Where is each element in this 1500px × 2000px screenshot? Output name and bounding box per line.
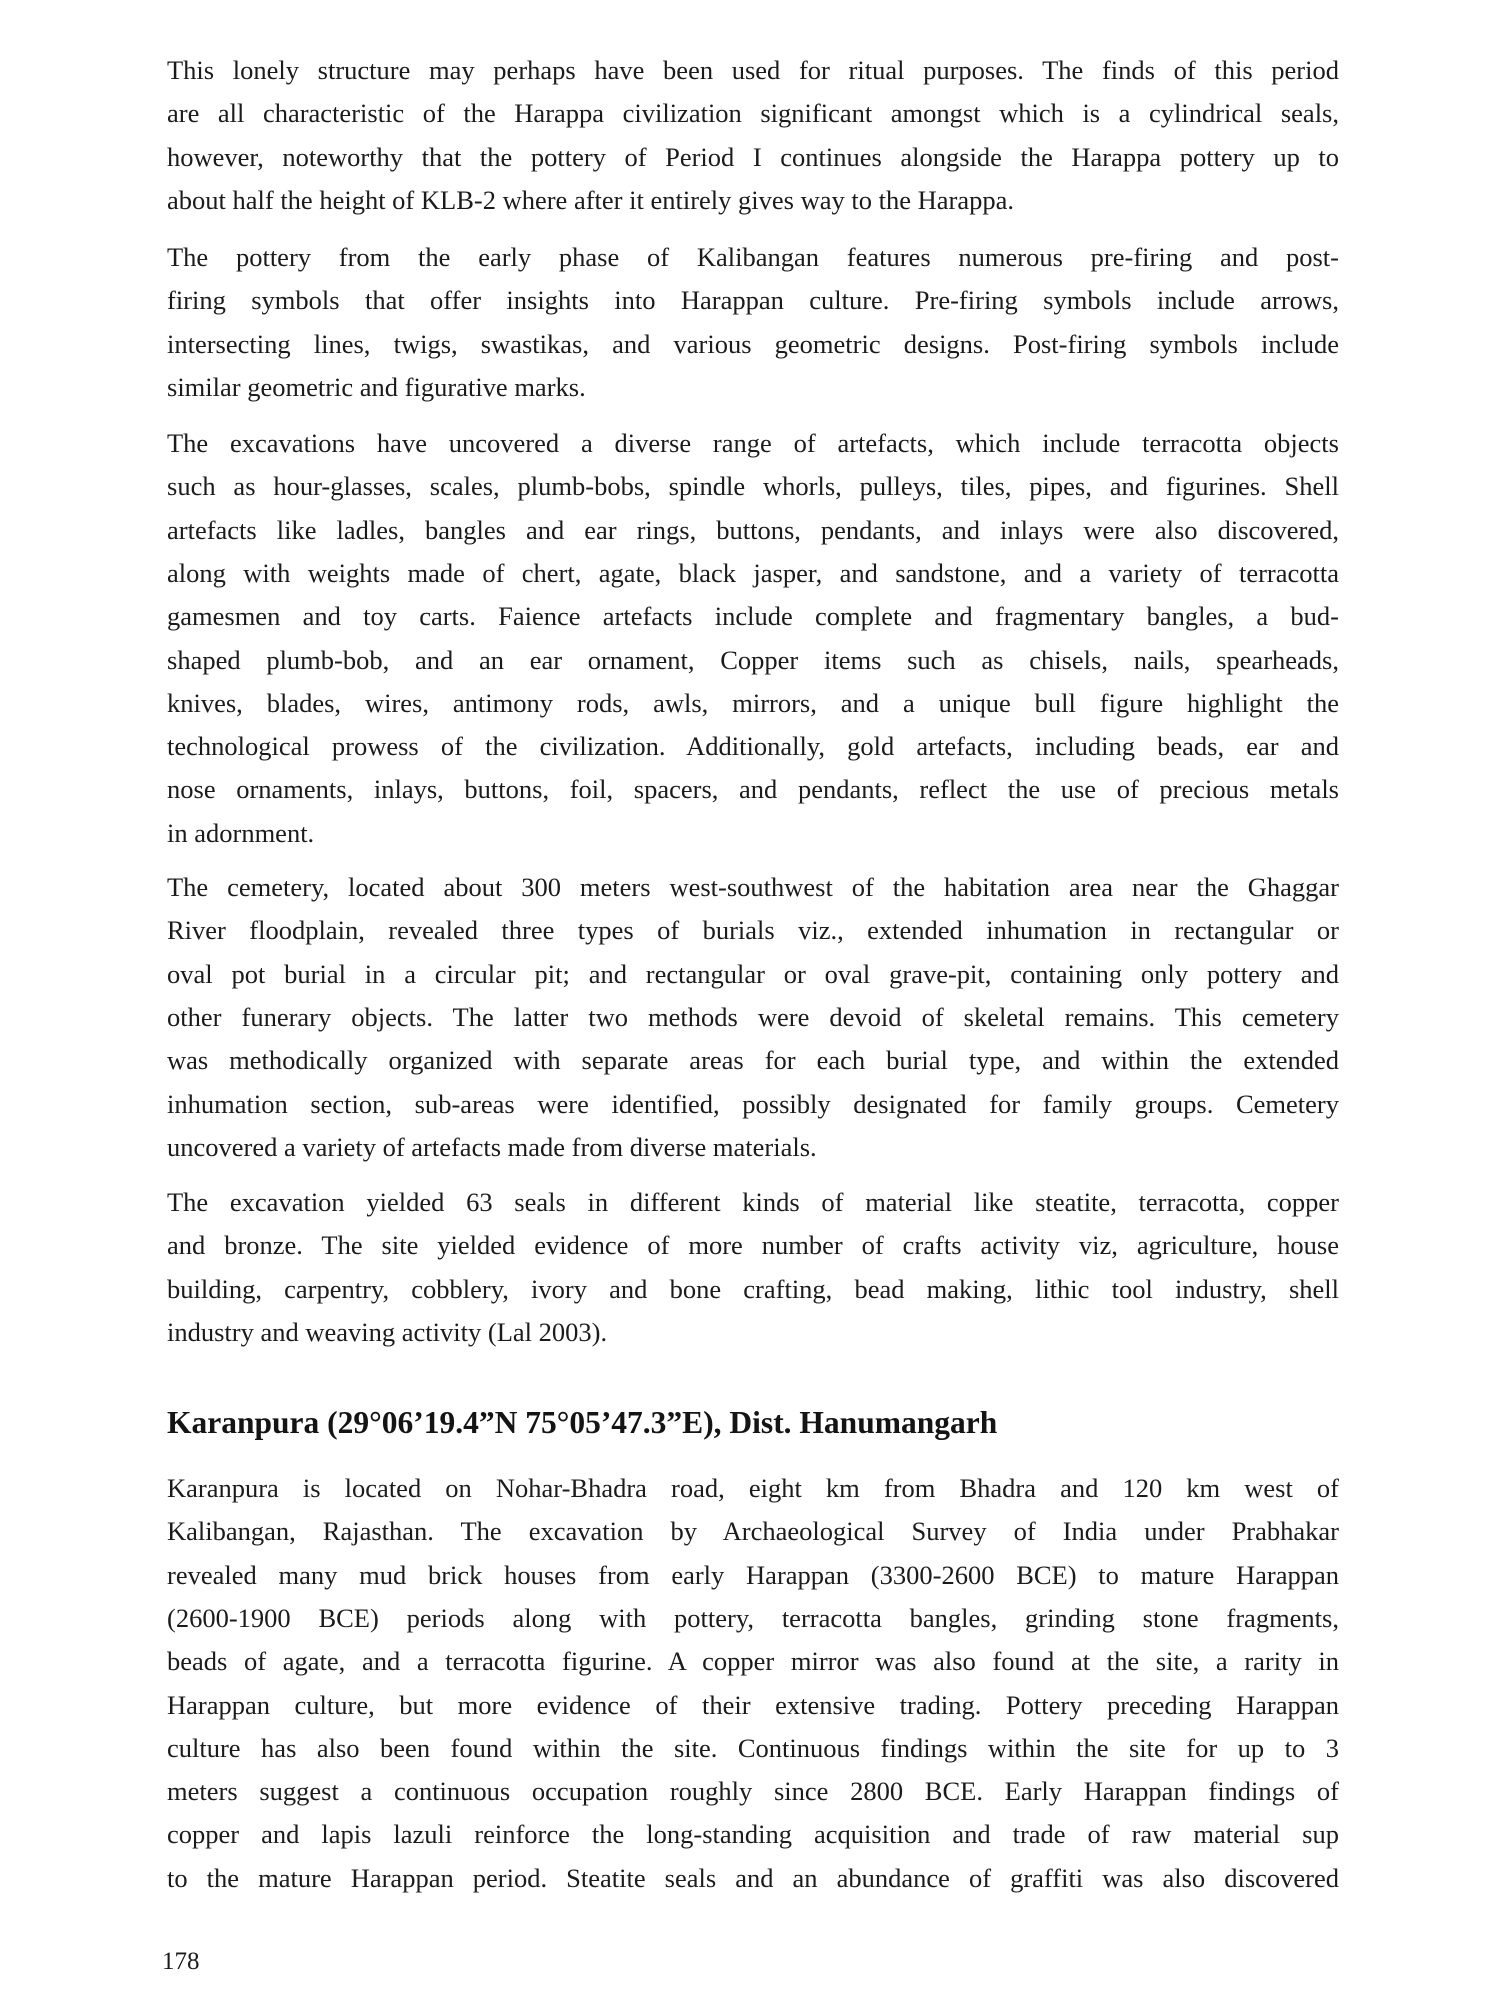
text-line: The cemetery, located about 300 meters west-southwest of the habitation area near the Ghaggar [167, 872, 1339, 902]
text-line: The pottery from the early phase of Kalibangan features numerous pre-firing and post- [167, 242, 1339, 272]
text-line: intersecting lines, twigs, swastikas, and various geometric designs. Post-firing symbols include [167, 328, 1339, 359]
section-heading: Karanpura (29°06’19.4”N 75°05’47.3”E), Dist. Hanumangarh [167, 1405, 998, 1440]
text-line: shaped plumb-bob, and an ear ornament, Copper items such as chisels, nails, spearheads, [167, 644, 1339, 675]
text-line: oval pot burial in a circular pit; and rectangular or oval grave-pit, containing only pottery and [167, 958, 1339, 989]
text-line: about half the height of KLB-2 where after it entirely gives way to the Harappa. [167, 184, 1014, 215]
text-line: nose ornaments, inlays, buttons, foil, spacers, and pendants, reflect the use of precious metals [167, 774, 1339, 805]
text-line: revealed many mud brick houses from early Harappan (3300-2600 BCE) to mature Harappan [167, 1559, 1339, 1590]
text-line: firing symbols that offer insights into Harappan culture. Pre-firing symbols include arrows, [167, 285, 1339, 316]
text-line: industry and weaving activity (Lal 2003). [167, 1316, 608, 1347]
text-line: culture has also been found within the site. Continuous findings within the site for up to 3 [167, 1732, 1339, 1763]
text-line: meters suggest a continuous occupation roughly since 2800 BCE. Early Harappan findings of [167, 1776, 1339, 1807]
text-line: and bronze. The site yielded evidence of more number of crafts activity viz, agriculture, house [167, 1230, 1339, 1261]
text-line: This lonely structure may perhaps have been used for ritual purposes. The finds of this period [167, 55, 1339, 85]
text-line: Kalibangan, Rajasthan. The excavation by Archaeological Survey of India under Prabhakar [167, 1516, 1339, 1547]
text-line: Karanpura is located on Nohar-Bhadra road, eight km from Bhadra and 120 km west of [167, 1473, 1339, 1503]
text-line: artefacts like ladles, bangles and ear rings, buttons, pendants, and inlays were also discovered, [167, 514, 1339, 545]
text-line: inhumation section, sub-areas were identified, possibly designated for family groups. Cemetery [167, 1088, 1339, 1119]
text-line: however, noteworthy that the pottery of Period I continues alongside the Harappa pottery up to [167, 141, 1339, 172]
text-line: similar geometric and figurative marks. [167, 371, 586, 402]
text-line: was methodically organized with separate areas for each burial type, and within the extended [167, 1045, 1339, 1076]
text-line: to the mature Harappan period. Steatite seals and an abundance of graffiti was also discovered [167, 1862, 1339, 1893]
text-line: other funerary objects. The latter two methods were devoid of skeletal remains. This cemetery [167, 1001, 1339, 1032]
text-line: copper and lapis lazuli reinforce the long-standing acquisition and trade of raw material sup [167, 1819, 1339, 1850]
text-line: River floodplain, revealed three types of burials viz., extended inhumation in rectangular or [167, 915, 1339, 946]
text-line: in adornment. [167, 817, 315, 848]
text-line: (2600-1900 BCE) periods along with pottery, terracotta bangles, grinding stone fragments, [167, 1602, 1339, 1633]
text-line: gamesmen and toy carts. Faience artefacts include complete and fragmentary bangles, a bud- [167, 601, 1339, 632]
text-line: beads of agate, and a terracotta figurine. A copper mirror was also found at the site, a rarity in [167, 1646, 1339, 1677]
text-line: building, carpentry, cobblery, ivory and bone crafting, bead making, lithic tool industry, shell [167, 1273, 1339, 1304]
text-line: Harappan culture, but more evidence of their extensive trading. Pottery preceding Harappan [167, 1689, 1339, 1720]
text-line: knives, blades, wires, antimony rods, awls, mirrors, and a unique bull figure highlight the [167, 687, 1339, 718]
text-line: technological prowess of the civilization. Additionally, gold artefacts, including beads, ear and [167, 731, 1339, 762]
text-line: are all characteristic of the Harappa civilization significant amongst which is a cylindrical seals, [167, 98, 1339, 129]
text-line: uncovered a variety of artefacts made from diverse materials. [167, 1131, 817, 1162]
text-line: The excavations have uncovered a diverse range of artefacts, which include terracotta objects [167, 428, 1339, 458]
page-number: 178 [162, 1948, 200, 1975]
text-line: The excavation yielded 63 seals in different kinds of material like steatite, terracotta, copper [167, 1187, 1339, 1217]
text-line: along with weights made of chert, agate, black jasper, and sandstone, and a variety of terracotta [167, 557, 1339, 588]
text-line: such as hour-glasses, scales, plumb-bobs, spindle whorls, pulleys, tiles, pipes, and figurines. Shell [167, 471, 1339, 502]
